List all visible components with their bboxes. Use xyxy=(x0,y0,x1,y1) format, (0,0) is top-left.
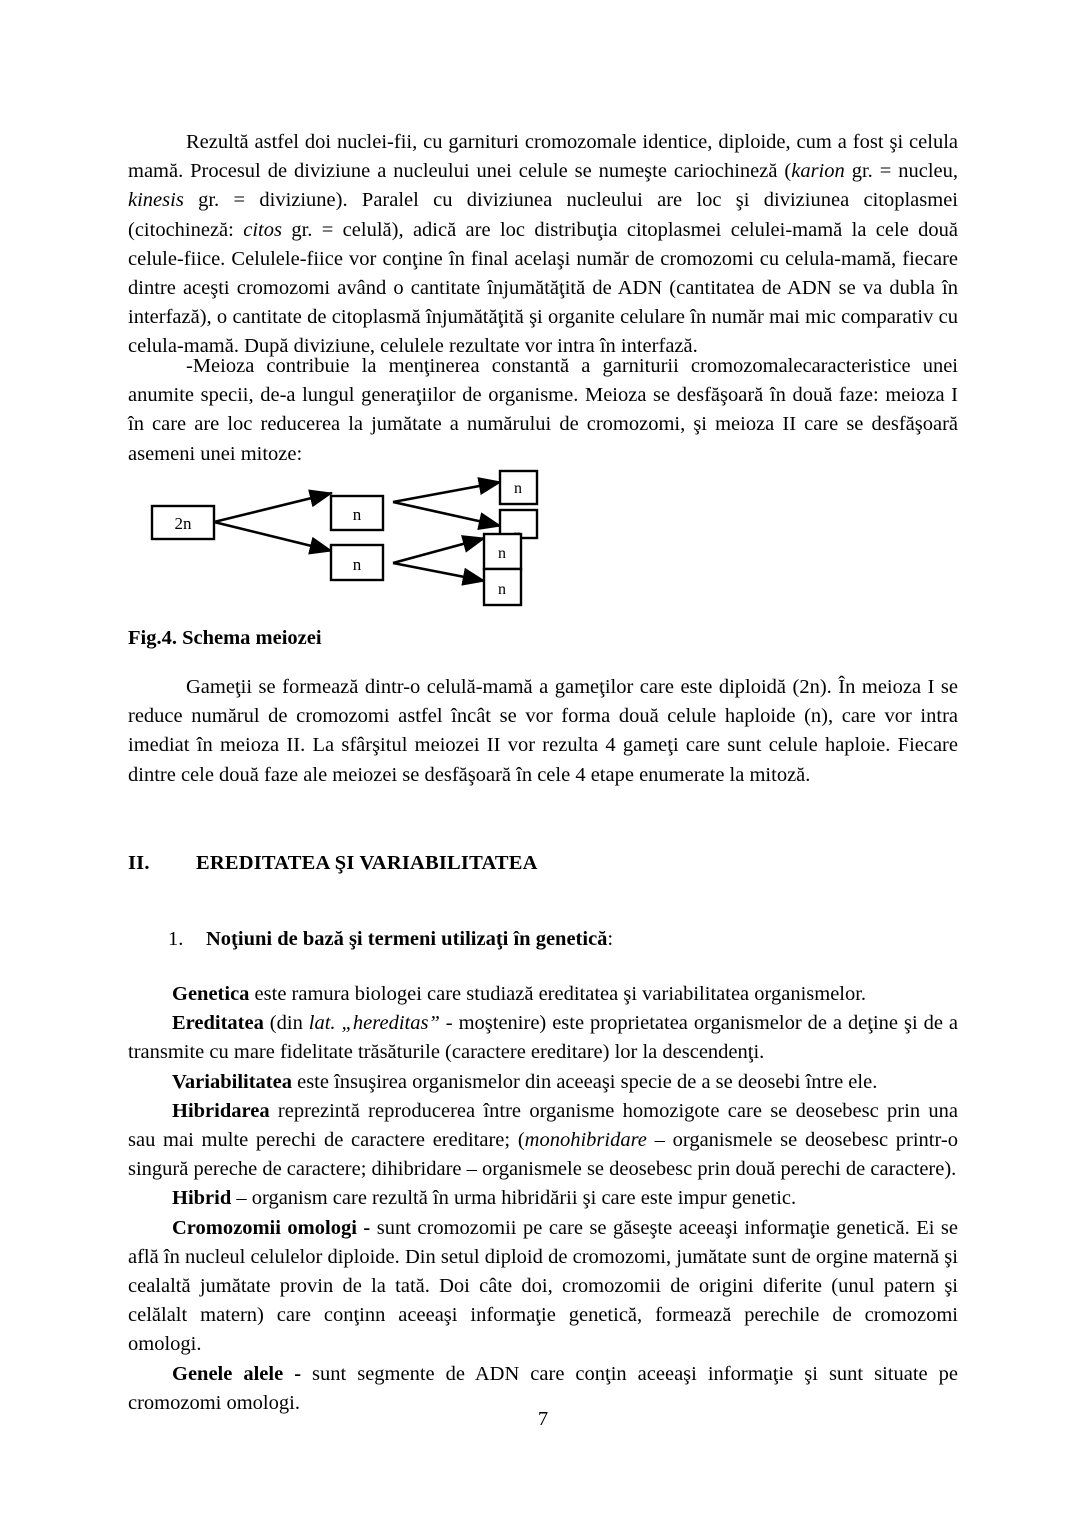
definition-genele-alele-body: sunt segmente de ADN care conţin aceeaşi informaţie şi sunt situate pe cromozomi omologi. xyxy=(128,1362,958,1414)
paragraph-gameti: Gameţii se formează dintr-o celulă-mamă a gameţilor care este diploidă (2n). În meioza I se reduce numărul de cromozomi astfel încât se vor forma două celule haploide (n), care vor intra imediat în meioza II. La sfârşitul meiozei II vor rezulta 4 gameţi care sunt celule haploie. Fiecare dintre cele două faze ale meiozei se desfăşoară în cele 4 etape enumerate la mitoză. xyxy=(128,676,958,786)
definition-hibridarea-body-pre: reprezintă reproducerea între organisme homozigote care se deosebesc prin una sau mai multe perechi de caractere ereditare; ( xyxy=(128,1099,958,1152)
definition-genetica-body: este ramura biologei care studiază ereditatea şi variabilitatea organismelor. xyxy=(249,983,867,1005)
definition-hibridarea-body-post: – organismele se deosebesc printr-o singură pereche de caractere; dihibridare – organismele se deosebesc prin două perechi de caractere). xyxy=(128,1129,958,1181)
intro-text-part-4: gr. = celulă), adică are loc distribuţia citoplasmei celulei-mamă la cele două celule-fiice. Celulele-fiice vor conţine în final acelaşi număr de cromozomi cu celula-mamă, fiecare dintre aceşti cromozomi având o cantitate înjumătăţită de ADN (cantitatea de ADN se va dubla în interfază), o cantitate de citoplasmă înjumătăţită şi organite celulare în număr mai mic comparativ cu celula-mamă. După diviziune, celulele rezultate vor intra în interfază. xyxy=(128,218,959,358)
intro-italic-kinesis: kinesis xyxy=(128,189,184,212)
definition-ereditatea-term: Ereditatea xyxy=(172,1012,264,1035)
section-heading xyxy=(128,852,958,875)
definition-hibridarea-italic-monohibridare: monohibridare xyxy=(524,1129,647,1152)
intro-italic-citos: citos xyxy=(243,218,282,241)
intro-text-part-2: gr. = nucleu, xyxy=(844,160,958,183)
diagram-box-gamete-1 xyxy=(500,471,537,504)
definition-hibrid-body: – organism care rezultă în urma hibridării şi care este impur genetic. xyxy=(231,1187,797,1210)
diagram-box-meiosis1-bottom xyxy=(331,545,383,580)
diagram-box-gamete-3-label: n xyxy=(498,545,506,562)
definition-variabilitatea-term: Variabilitatea xyxy=(172,1070,292,1093)
diagram-box-meiosis1-top xyxy=(331,496,383,530)
figure-caption: Fig.4. Schema meiozei xyxy=(128,627,322,649)
diagram-box-gamete-3 xyxy=(484,534,521,569)
section-title: EREDITATEA ŞI VARIABILITATEA xyxy=(196,852,538,874)
definition-hibridarea xyxy=(128,1097,958,1185)
definition-ereditatea-body-pre: (din xyxy=(263,1012,309,1035)
definition-genetica xyxy=(128,980,958,1009)
definition-cromozomii-omologi xyxy=(128,1214,958,1360)
definition-cromozomii-omologi-body: sunt cromozomii pe care se găseşte aceeaşi informaţie genetică. Ei se află în nucleul celulelor diploide. Din setul diploid de cromozomi, jumătate sunt de orgine maternă şi cealaltă jumătate provin de la tată. Doi câte doi, cromozomii de origini diferite (unul patern şi celălalt matern) care conţinn aceeaşi informaţie genetică, formează perechile de cromozomi omologi. xyxy=(128,1216,958,1356)
definitions-block xyxy=(128,980,958,1418)
intro-text-part-3: gr. = diviziune). Paralel cu diviziunea nucleului are loc şi diviziunea citoplasmei (citochineză: xyxy=(128,189,958,241)
diagram-arrow-group-stage2-bottom xyxy=(393,538,485,581)
definition-hibrid-term: Hibrid xyxy=(172,1187,232,1210)
section-number: II. xyxy=(128,852,150,874)
definition-cromozomii-omologi-term: Cromozomii omologi - xyxy=(172,1216,371,1239)
diagram-arrow-group-stage1 xyxy=(214,493,332,551)
diagram-box-gamete-1-label: n xyxy=(514,480,522,497)
meiosis-diagram xyxy=(128,468,568,616)
subsection-colon: : xyxy=(607,928,614,950)
document-page xyxy=(128,0,958,1527)
definition-hibrid xyxy=(128,1184,958,1213)
intro-text-part-1: Rezultă astfel doi nuclei-fii, cu garnituri cromozomale identice, diploide, cum a fost şi celula mamă. Procesul de diviziune a nucleului unei celule se numeşte cariochineză ( xyxy=(128,131,958,183)
subsection-heading xyxy=(168,925,958,953)
diagram-box-meiosis1-top-label: n xyxy=(352,505,362,524)
diagram-box-gamete-4-label: n xyxy=(498,581,506,598)
paragraph-meioza: -Meioza contribuie la menţinerea constantă a garniturii cromozomalecaracteristice unei anumite specii, de-a lungul generaţiilor de organisme. Meioza se desfăşoară în două faze: meioza I în care are loc reducerea la jumătate a numărului de cromozomi, şi meioza II care se desfăşoară asemeni unei mitoze: xyxy=(128,355,958,465)
subsection-number: 1. xyxy=(168,928,184,950)
definition-hibridarea-term: Hibridarea xyxy=(172,1099,270,1122)
definition-ereditatea xyxy=(128,1009,958,1067)
intro-italic-karion: karion xyxy=(791,160,845,183)
diagram-arrow-group-stage2-top xyxy=(393,482,501,526)
diagram-box-meiosis1-bottom-label: n xyxy=(352,555,362,574)
paragraph-intro xyxy=(128,128,958,362)
definition-variabilitatea xyxy=(128,1068,958,1097)
definition-ereditatea-body-post: - moştenire) este proprietatea organismelor de a deţine şi de a transmite cu mare fidelitate trăsăturile (caractere ereditare) lor la descendenţi. xyxy=(128,1012,958,1064)
diagram-box-gamete-4 xyxy=(484,569,521,605)
definition-genetica-term: Genetica xyxy=(172,983,250,1005)
definition-ereditatea-italic-lat: lat. xyxy=(308,1012,336,1035)
definition-ereditatea-italic-quote: „hereditas” xyxy=(341,1012,440,1035)
page-number: 7 xyxy=(537,1408,549,1430)
definition-variabilitatea-body: este însuşirea organismelor din aceeaşi specie de a se deosebi între ele. xyxy=(291,1070,878,1093)
diagram-box-parent xyxy=(152,506,214,539)
diagram-box-parent-label: 2n xyxy=(174,514,192,533)
definition-genele-alele-term: Genele alele - xyxy=(172,1362,302,1385)
subsection-title: Noţiuni de bază şi termeni utilizaţi în genetică xyxy=(206,928,608,950)
